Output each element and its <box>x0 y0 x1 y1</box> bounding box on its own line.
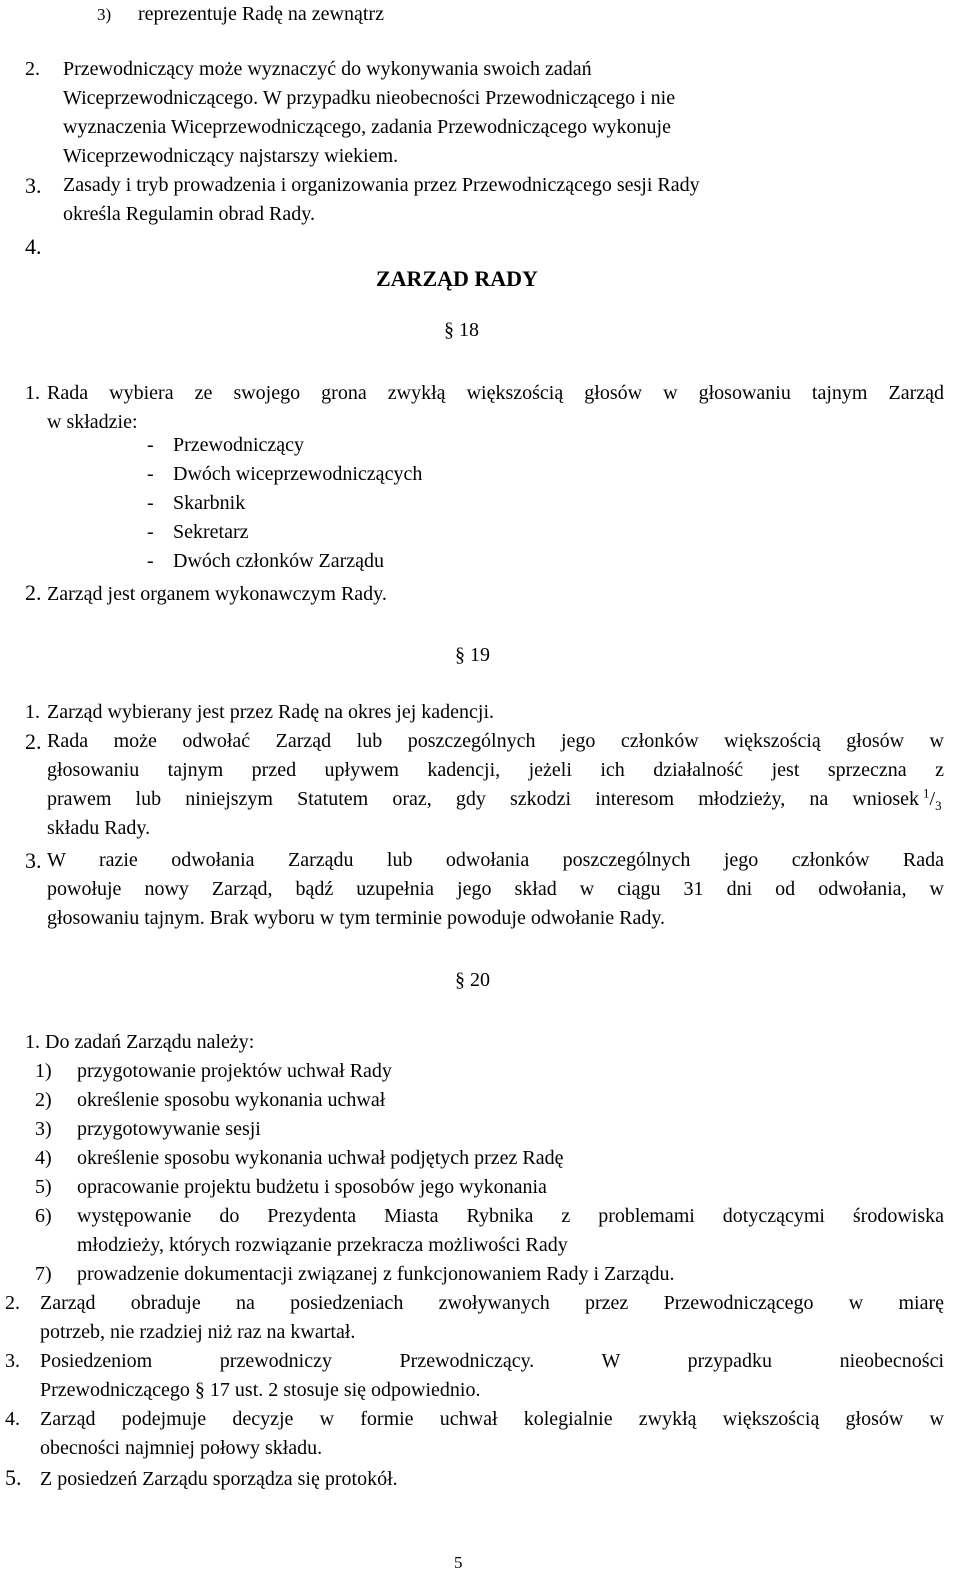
dash: - <box>147 463 154 485</box>
task-item: określenie sposobu wykonania uchwał podjętych przez Radę <box>77 1147 564 1169</box>
member-item: Dwóch członków Zarządu <box>173 550 385 572</box>
member-item: Sekretarz <box>173 521 249 543</box>
fraction-slash: / <box>929 788 936 810</box>
section-heading: ZARZĄD RADY <box>376 266 538 291</box>
justified-line: Zarząd podejmuje decyzje w formie uchwał kolegialnie zwykłą większością głosów w <box>40 1408 944 1430</box>
list-number: 1. <box>25 382 40 404</box>
dash: - <box>147 521 154 543</box>
member-item: Skarbnik <box>173 492 246 514</box>
member-item: Dwóch wiceprzewodniczących <box>173 463 423 485</box>
list-number: 3. <box>5 1350 20 1372</box>
fraction-numerator: 1 <box>923 785 930 801</box>
task-item: przygotowywanie sesji <box>77 1118 261 1140</box>
text-line: Zarząd jest organem wykonawczym Rady. <box>47 583 387 605</box>
list-number: 7) <box>35 1263 52 1285</box>
list-number: 5) <box>35 1176 52 1198</box>
list-number: 5. <box>5 1465 22 1490</box>
list-number: 3. <box>25 173 42 198</box>
text-line: potrzeb, nie rzadziej niż raz na kwartał. <box>40 1321 356 1343</box>
text-line: w składzie: <box>47 411 138 433</box>
list-number: 2) <box>35 1089 52 1111</box>
justified-line: W razie odwołania Zarządu lub odwołania poszczególnych jego członków Rada <box>47 849 944 871</box>
text-line: Przewodniczący może wyznaczyć do wykonywania swoich zadań <box>63 58 592 80</box>
list-number: 3) <box>97 5 112 24</box>
justified-line: Rada może odwołać Zarząd lub poszczególnych jego członków większością głosów w <box>47 730 944 752</box>
task-item: określenie sposobu wykonania uchwał <box>77 1089 386 1111</box>
paragraph-sign: § 20 <box>455 969 490 991</box>
justified-line: Zarząd obraduje na posiedzeniach zwoływanych przez Przewodniczącego w miarę <box>40 1292 944 1314</box>
fraction-denominator: 3 <box>935 798 942 813</box>
text-line: wyznaczenia Wiceprzewodniczącego, zadania Przewodniczącego wykonuje <box>63 116 671 138</box>
dash: - <box>147 434 154 456</box>
justified-line: Posiedzeniom przewodniczy Przewodniczący. W przypadku nieobecności <box>40 1350 944 1372</box>
list-number: 2. <box>25 729 42 754</box>
justified-line: powołuje nowy Zarząd, bądź uzupełnia jego skład w ciągu 31 dni od odwołania, w <box>47 878 944 900</box>
paragraph-sign: § 19 <box>455 644 490 666</box>
text-line: reprezentuje Radę na zewnątrz <box>138 3 384 25</box>
text-line: Zasady i tryb prowadzenia i organizowania przez Przewodniczącego sesji Rady <box>63 174 700 196</box>
list-number: 2. <box>25 580 42 605</box>
text-line: Z posiedzeń Zarządu sporządza się protokół. <box>40 1468 398 1490</box>
list-number: 3) <box>35 1118 52 1140</box>
list-number: 3. <box>25 848 42 873</box>
justified-line: prawem lub niniejszym Statutem oraz, gdy szkodzi interesom młodzieży, na wniosek <box>47 788 919 810</box>
dash: - <box>147 492 154 514</box>
text-line: Zarząd wybierany jest przez Radę na okres jej kadencji. <box>47 701 495 723</box>
text-line: Wiceprzewodniczącego. W przypadku nieobecności Przewodniczącego i nie <box>63 87 676 109</box>
member-item: Przewodniczący <box>173 434 305 456</box>
text-line: określa Regulamin obrad Rady. <box>63 203 315 225</box>
text-line: obecności najmniej połowy składu. <box>40 1437 323 1459</box>
justified-line: występowanie do Prezydenta Miasta Rybnika z problemami dotyczącymi środowiska <box>77 1205 944 1227</box>
justified-line: głosowaniu tajnym przed upływem kadencji, jeżeli ich działalność jest sprzeczna z <box>47 759 944 781</box>
list-number: 1. <box>25 701 40 723</box>
text-line: Przewodniczącego § 17 ust. 2 stosuje się odpowiednio. <box>40 1379 481 1401</box>
text-line: 1. Do zadań Zarządu należy: <box>25 1031 255 1053</box>
list-number: 4. <box>25 234 42 259</box>
dash: - <box>147 550 154 572</box>
list-number: 2. <box>5 1292 20 1314</box>
task-item: prowadzenie dokumentacji związanej z funkcjonowaniem Rady i Zarządu. <box>77 1263 675 1285</box>
text-line: składu Rady. <box>47 817 151 839</box>
list-number: 4) <box>35 1147 52 1169</box>
list-number: 6) <box>35 1205 52 1227</box>
task-item: opracowanie projektu budżetu i sposobów jego wykonania <box>77 1176 547 1198</box>
list-number: 2. <box>25 58 40 80</box>
page-number: 5 <box>454 1553 463 1572</box>
list-number: 4. <box>5 1408 20 1430</box>
task-item: przygotowanie projektów uchwał Rady <box>77 1060 392 1082</box>
paragraph-sign: § 18 <box>444 319 479 341</box>
fraction <box>923 785 942 814</box>
text-line: Wiceprzewodniczący najstarszy wiekiem. <box>63 145 399 167</box>
text-line: głosowaniu tajnym. Brak wyboru w tym terminie powoduje odwołanie Rady. <box>47 907 666 929</box>
list-number: 1) <box>35 1060 52 1082</box>
justified-line: Rada wybiera ze swojego grona zwykłą większością głosów w głosowaniu tajnym Zarząd <box>47 382 944 404</box>
task-item: młodzieży, których rozwiązanie przekracza możliwości Rady <box>77 1234 568 1256</box>
